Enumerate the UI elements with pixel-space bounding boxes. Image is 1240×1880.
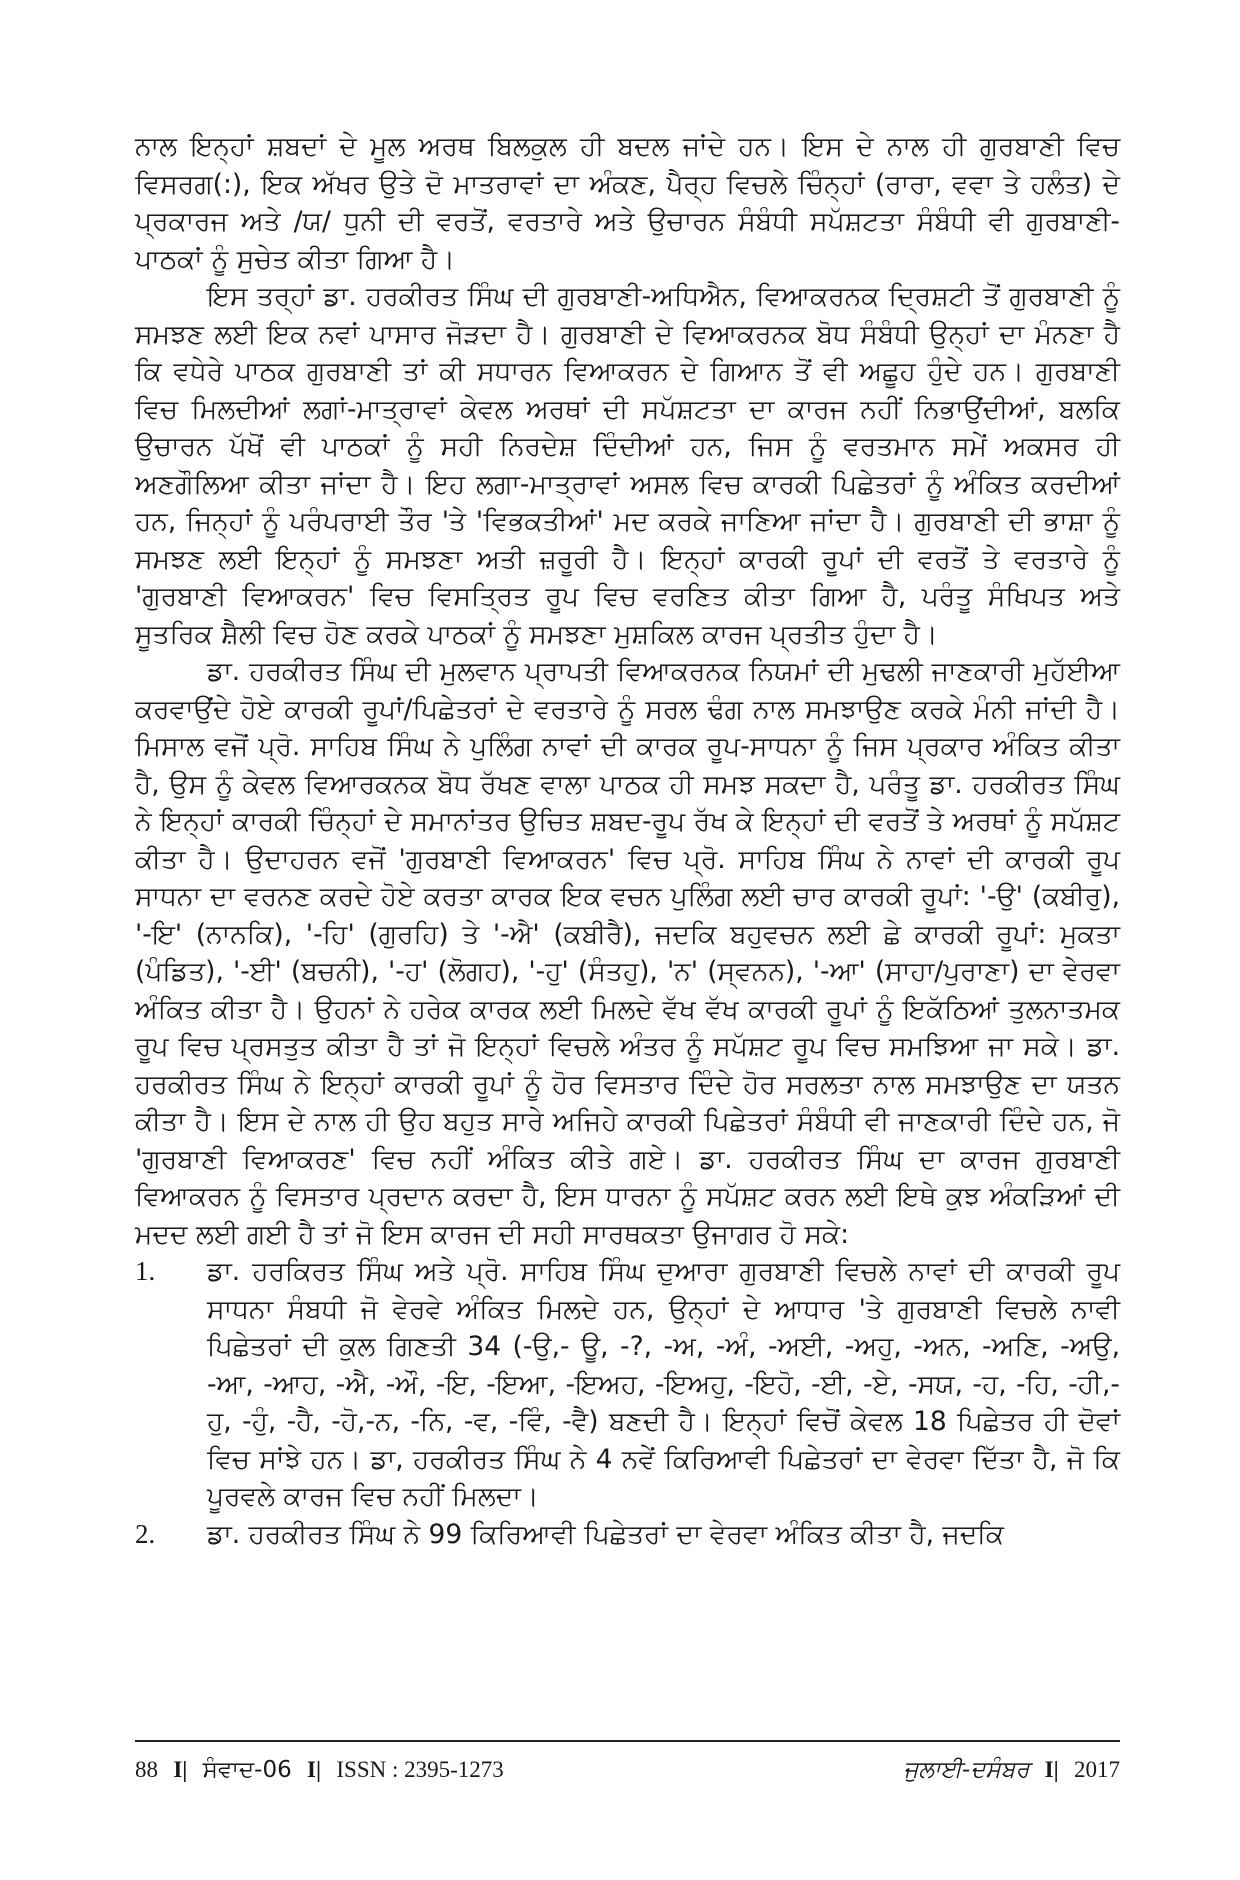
paragraph-case-forms: ਡਾ. ਹਰਕੀਰਤ ਸਿੰਘ ਦੀ ਮੁਲਵਾਨ ਪ੍ਰਾਪਤੀ ਵਿਆਕਰਨਕ ਨਿਯਮਾਂ ਦੀ ਮੁਢਲੀ ਜਾਣਕਾਰੀ ਮੁਹੱਈਆ ਕਰਵਾਉਂਦੇ ਹੋਏ ਕਾਰਕੀ ਰੂਪਾਂ/ਪਿਛੇਤਰਾਂ ਦੇ ਵਰਤਾਰੇ ਨੂੰ ਸਰਲ ਢੰਗ ਨਾਲ ਸਮਝਾਉਣ ਕਰਕੇ ਮੰਨੀ ਜਾਂਦੀ ਹੈ। ਮਿਸਾਲ ਵਜੋਂ ਪ੍ਰੋ. ਸਾਹਿਬ ਸਿੰਘ ਨੇ ਪੁਲਿੰਗ ਨਾਵਾਂ ਦੀ ਕਾਰਕ ਰੂਪ-ਸਾਧਨਾ ਨੂੰ ਜਿਸ ਪ੍ਰਕਾਰ ਅੰਕਿਤ ਕੀਤਾ ਹੈ, ਉਸ ਨੂੰ ਕੇਵਲ ਵਿਆਰਕਨਕ ਬੋਧ ਰੱਖਣ ਵਾਲਾ ਪਾਠਕ ਹੀ ਸਮਝ ਸਕਦਾ ਹੈ, ਪਰੰਤੂ ਡਾ. ਹਰਕੀਰਤ ਸਿੰਘ ਨੇ ਇਨ੍ਹਾਂ ਕਾਰਕੀ ਚਿੰਨ੍ਹਾਂ ਦੇ ਸਮਾਨਾਂਤਰ ਉਚਿਤ ਸ਼ਬਦ-ਰੂਪ ਰੱਖ ਕੇ ਇਨ੍ਹਾਂ ਦੀ ਵਰਤੋਂ ਤੇ ਅਰਥਾਂ ਨੂੰ ਸਪੱਸ਼ਟ ਕੀਤਾ ਹੈ। ਉਦਾਹਰਨ ਵਜੋਂ 'ਗੁਰਬਾਣੀ ਵਿਆਕਰਨ' ਵਿਚ ਪ੍ਰੋ. ਸਾਹਿਬ ਸਿੰਘ ਨੇ ਨਾਵਾਂ ਦੀ ਕਾਰਕੀ ਰੂਪ ਸਾਧਨਾ ਦਾ ਵਰਨਣ ਕਰਦੇ ਹੋਏ ਕਰਤਾ ਕਾਰਕ ਇਕ ਵਚਨ ਪੁਲਿੰਗ ਲਈ ਚਾਰ ਕਾਰਕੀ ਰੂਪਾਂ: '-ਉ' (ਕਬੀਰੁ), '-ਇ' (ਨਾਨਕਿ), '-ਹਿ' (ਗੁਰਹਿ) ਤੇ '-ਐ' (ਕਬੀਰੈ), ਜਦਕਿ ਬਹੁਵਚਨ ਲਈ ਛੇ ਕਾਰਕੀ ਰੂਪਾਂ: ਮੁਕਤਾ (ਪੰਡਿਤ), '-ਈ' (ਬਚਨੀ), '-ਹ' (ਲੋਗਹ), '-ਹੁ' (ਸੰਤਹੁ), 'ਨ' (ਸ੍ਵਨਨ), '-ਆ' (ਸਾਹਾ/ਪੁਰਾਣਾ) ਦਾ ਵੇਰਵਾ ਅੰਕਿਤ ਕੀਤਾ ਹੈ। ਉਹਨਾਂ ਨੇ ਹਰੇਕ ਕਾਰਕ ਲਈ ਮਿਲਦੇ ਵੱਖ ਵੱਖ ਕਾਰਕੀ ਰੂਪਾਂ ਨੂੰ ਇਕੱਠਿਆਂ ਤੁਲਨਾਤਮਕ ਰੂਪ ਵਿਚ ਪ੍ਰਸਤੁਤ ਕੀਤਾ ਹੈ ਤਾਂ ਜੋ ਇਨ੍ਹਾਂ ਵਿਚਲੇ ਅੰਤਰ ਨੂੰ ਸਪੱਸ਼ਟ ਰੂਪ ਵਿਚ ਸਮਝਿਆ ਜਾ ਸਕੇ। ਡਾ. ਹਰਕੀਰਤ ਸਿੰਘ ਨੇ ਇਨ੍ਹਾਂ ਕਾਰਕੀ ਰੂਪਾਂ ਨੂੰ ਹੋਰ ਵਿਸਤਾਰ ਦਿੰਦੇ ਹੋਰ ਸਰਲਤਾ ਨਾਲ ਸਮਝਾਉਣ ਦਾ ਯਤਨ ਕੀਤਾ ਹੈ। ਇਸ ਦੇ ਨਾਲ ਹੀ ਉਹ ਬਹੁਤ ਸਾਰੇ ਅਜਿਹੇ ਕਾਰਕੀ ਪਿਛੇਤਰਾਂ ਸੰਬੰਧੀ ਵੀ ਜਾਣਕਾਰੀ ਦਿੰਦੇ ਹਨ, ਜੋ 'ਗੁਰਬਾਣੀ ਵਿਆਕਰਣ' ਵਿਚ ਨਹੀਂ ਅੰਕਿਤ ਕੀਤੇ ਗਏ। ਡਾ. ਹਰਕੀਰਤ ਸਿੰਘ ਦਾ ਕਾਰਜ ਗੁਰਬਾਣੀ ਵਿਆਕਰਨ ਨੂੰ ਵਿਸਤਾਰ ਪ੍ਰਦਾਨ ਕਰਦਾ ਹੈ, ਇਸ ਧਾਰਨਾ ਨੂੰ ਸਪੱਸ਼ਟ ਕਰਨ ਲਈ ਇਥੇ ਕੁਝ ਅੰਕੜਿਆਂ ਦੀ ਮਦਦ ਲਈ ਗਈ ਹੈ ਤਾਂ ਜੋ ਇਸ ਕਾਰਜ ਦੀ ਸਹੀ ਸਾਰਥਕਤਾ ਉਜਾਗਰ ਹੋ ਸਕੇ: xyxy=(135,656,1120,1250)
article-body xyxy=(135,128,1120,1553)
footer-separator: I| xyxy=(307,1757,322,1782)
footer-right xyxy=(903,1752,1120,1788)
page-footer xyxy=(135,1752,1120,1788)
page-number: 88 xyxy=(135,1757,158,1782)
list-item-text: ਡਾ. ਹਰਕੀਰਤ ਸਿੰਘ ਨੇ 99 ਕਿਰਿਆਵੀ ਪਿਛੇਤਰਾਂ ਦਾ ਵੇਰਵਾ ਅੰਕਿਤ ਕੀਤਾ ਹੈ, ਜਦਕਿ xyxy=(207,1518,1004,1550)
issue-period: ਜੁਲਾਈ-ਦਸੰਬਰ xyxy=(903,1757,1030,1783)
list-item-text: ਡਾ. ਹਰਕਿਰਤ ਸਿੰਘ ਅਤੇ ਪ੍ਰੋ. ਸਾਹਿਬ ਸਿੰਘ ਦੁਆਰਾ ਗੁਰਬਾਣੀ ਵਿਚਲੇ ਨਾਵਾਂ ਦੀ ਕਾਰਕੀ ਰੂਪ ਸਾਧਨਾ ਸੰਬਧੀ ਜੋ ਵੇਰਵੇ ਅੰਕਿਤ ਮਿਲਦੇ ਹਨ, ਉਨ੍ਹਾਂ ਦੇ ਆਧਾਰ 'ਤੇ ਗੁਰਬਾਣੀ ਵਿਚਲੇ ਨਾਵੀ ਪਿਛੇਤਰਾਂ ਦੀ ਕੁਲ ਗਿਣਤੀ 34 (-ਉ,- ਊ, -?, -ਅ, -ਅੰ, -ਅਈ, -ਅਹੁ, -ਅਨ, -ਅਣਿ, -ਅਉ, -ਆ, -ਆਹ, -ਐ, -ਔ, -ਇ, -ਇਆ, -ਇਅਹ, -ਇਅਹੁ, -ਇਹੋ, -ਈ, -ਏ, -ਸਯ, -ਹ, -ਹਿ, -ਹੀ,-ਹੁ, -ਹੁੰ, -ਹੈ, -ਹੋ,-ਨ, -ਨਿ, -ਵ, -ਵਿੰ, -ਵੈ) ਬਣਦੀ ਹੈ। ਇਨ੍ਹਾਂ ਵਿਚੋਂ ਕੇਵਲ 18 ਪਿਛੇਤਰ ਹੀ ਦੋਵਾਂ ਵਿਚ ਸਾਂਝੇ ਹਨ। ਡਾ, ਹਰਕੀਰਤ ਸਿੰਘ ਨੇ 4 ਨਵੇਂ ਕਿਰਿਆਵੀ ਪਿਛੇਤਰਾਂ ਦਾ ਵੇਰਵਾ ਦਿੱਤਾ ਹੈ, ਜੋ ਕਿ ਪੂਰਵਲੇ ਕਾਰਜ ਵਿਚ ਨਹੀਂ ਮਿਲਦਾ। xyxy=(207,1256,1120,1512)
list-item xyxy=(135,1516,1120,1554)
footer-divider xyxy=(135,1740,1120,1742)
footer-separator: I| xyxy=(1044,1757,1059,1782)
paragraph-gurbani-study: ਇਸ ਤਰ੍ਹਾਂ ਡਾ. ਹਰਕੀਰਤ ਸਿੰਘ ਦੀ ਗੁਰਬਾਣੀ-ਅਧਿਐਨ, ਵਿਆਕਰਨਕ ਦ੍ਰਿਸ਼ਟੀ ਤੋਂ ਗੁਰਬਾਣੀ ਨੂੰ ਸਮਝਣ ਲਈ ਇਕ ਨਵਾਂ ਪਾਸਾਰ ਜੋੜਦਾ ਹੈ। ਗੁਰਬਾਣੀ ਦੇ ਵਿਆਕਰਨਕ ਬੋਧ ਸੰਬੰਧੀ ਉਨ੍ਹਾਂ ਦਾ ਮੰਨਣਾ ਹੈ ਕਿ ਵਧੇਰੇ ਪਾਠਕ ਗੁਰਬਾਣੀ ਤਾਂ ਕੀ ਸਧਾਰਨ ਵਿਆਕਰਨ ਦੇ ਗਿਆਨ ਤੋਂ ਵੀ ਅਛੂਹ ਹੁੰਦੇ ਹਨ। ਗੁਰਬਾਣੀ ਵਿਚ ਮਿਲਦੀਆਂ ਲਗਾਂ-ਮਾਤ੍ਰਾਵਾਂ ਕੇਵਲ ਅਰਥਾਂ ਦੀ ਸਪੱਸ਼ਟਤਾ ਦਾ ਕਾਰਜ ਨਹੀਂ ਨਿਭਾਉਂਦੀਆਂ, ਬਲਕਿ ਉਚਾਰਨ ਪੱਖੋਂ ਵੀ ਪਾਠਕਾਂ ਨੂੰ ਸਹੀ ਨਿਰਦੇਸ਼ ਦਿੰਦੀਆਂ ਹਨ, ਜਿਸ ਨੂੰ ਵਰਤਮਾਨ ਸਮੇਂ ਅਕਸਰ ਹੀ ਅਣਗੌਲਿਆ ਕੀਤਾ ਜਾਂਦਾ ਹੈ। ਇਹ ਲਗਾ-ਮਾਤ੍ਰਾਵਾਂ ਅਸਲ ਵਿਚ ਕਾਰਕੀ ਪਿਛੇਤਰਾਂ ਨੂੰ ਅੰਕਿਤ ਕਰਦੀਆਂ ਹਨ, ਜਿਨ੍ਹਾਂ ਨੂੰ ਪਰੰਪਰਾਈ ਤੌਰ 'ਤੇ 'ਵਿਭਕਤੀਆਂ' ਮਦ ਕਰਕੇ ਜਾਣਿਆ ਜਾਂਦਾ ਹੈ। ਗੁਰਬਾਣੀ ਦੀ ਭਾਸ਼ਾ ਨੂੰ ਸਮਝਣ ਲਈ ਇਨ੍ਹਾਂ ਨੂੰ ਸਮਝਣਾ ਅਤੀ ਜ਼ਰੂਰੀ ਹੈ। ਇਨ੍ਹਾਂ ਕਾਰਕੀ ਰੂਪਾਂ ਦੀ ਵਰਤੋਂ ਤੇ ਵਰਤਾਰੇ ਨੂੰ 'ਗੁਰਬਾਣੀ ਵਿਆਕਰਨ' ਵਿਚ ਵਿਸਤ੍ਰਿਤ ਰੂਪ ਵਿਚ ਵਰਣਿਤ ਕੀਤਾ ਗਿਆ ਹੈ, ਪਰੰਤੂ ਸੰਖਿਪਤ ਅਤੇ ਸੂਤਰਿਕ ਸ਼ੈਲੀ ਵਿਚ ਹੋਣ ਕਰਕੇ ਪਾਠਕਾਂ ਨੂੰ ਸਮਝਣਾ ਮੁਸ਼ਕਿਲ ਕਾਰਜ ਪ੍ਰਤੀਤ ਹੁੰਦਾ ਹੈ। xyxy=(135,281,1120,650)
list-item-number: 1. xyxy=(135,1256,156,1286)
issue-year: 2017 xyxy=(1074,1757,1120,1782)
issn: ISSN : 2395-1273 xyxy=(336,1757,504,1782)
paragraph-continuation: ਨਾਲ ਇਨ੍ਹਾਂ ਸ਼ਬਦਾਂ ਦੇ ਮੂਲ ਅਰਥ ਬਿਲਕੁਲ ਹੀ ਬਦਲ ਜਾਂਦੇ ਹਨ। ਇਸ ਦੇ ਨਾਲ ਹੀ ਗੁਰਬਾਣੀ ਵਿਚ ਵਿਸਰਗ(:), ਇਕ ਅੱਖਰ ਉਤੇ ਦੋ ਮਾਤਰਾਵਾਂ ਦਾ ਅੰਕਣ, ਪੈਰ੍ਹ ਵਿਚਲੇ ਚਿੰਨ੍ਹਾਂ (ਰਾਰਾ, ਵਵਾ ਤੇ ਹਲੰਤ) ਦੇ ਪ੍ਰਕਾਰਜ ਅਤੇ /ਯ/ ਧੁਨੀ ਦੀ ਵਰਤੋਂ, ਵਰਤਾਰੇ ਅਤੇ ਉਚਾਰਨ ਸੰਬੰਧੀ ਸਪੱਸ਼ਟਤਾ ਸੰਬੰਧੀ ਵੀ ਗੁਰਬਾਣੀ-ਪਾਠਕਾਂ ਨੂੰ ਸੁਚੇਤ ਕੀਤਾ ਗਿਆ ਹੈ। xyxy=(135,131,1120,275)
list-item xyxy=(135,1253,1120,1516)
journal-name: ਸੰਵਾਦ-06 xyxy=(202,1757,292,1783)
footer-left xyxy=(135,1752,504,1788)
footer-separator: I| xyxy=(173,1757,188,1782)
list-item-number: 2. xyxy=(135,1518,156,1549)
